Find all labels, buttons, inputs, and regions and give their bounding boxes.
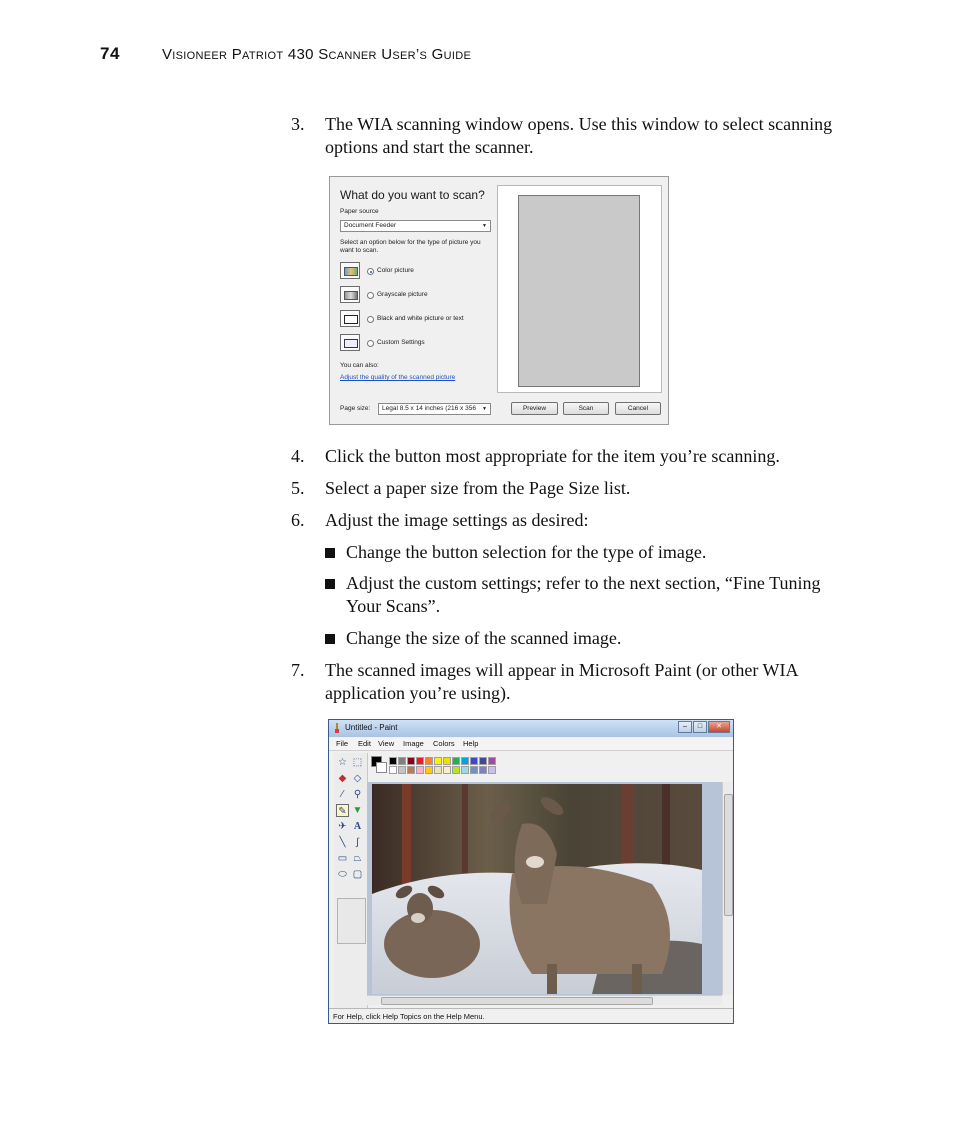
palette-swatch[interactable] <box>443 757 451 765</box>
palette-swatch[interactable] <box>425 766 433 774</box>
page-number: 74 <box>100 44 120 63</box>
bullet-square-icon <box>325 579 335 589</box>
paint-canvas-area <box>367 782 722 995</box>
chevron-down-icon: ▼ <box>482 223 487 229</box>
paint-menubar <box>329 738 733 751</box>
step-number: 7. <box>291 660 305 680</box>
paint-toolbox <box>334 753 368 1013</box>
palette-swatch[interactable] <box>461 766 469 774</box>
ellipse-icon[interactable]: ⬭ <box>338 869 347 880</box>
fill-icon[interactable]: ◇ <box>353 773 362 784</box>
step-4 <box>291 445 861 468</box>
palette-swatch[interactable] <box>434 766 442 774</box>
palette-swatch[interactable] <box>407 757 415 765</box>
bullet-text: Adjust the custom settings; refer to the next section, “Fine Tuning Your Scans”. <box>346 573 821 616</box>
page-header <box>100 44 472 64</box>
palette-swatch[interactable] <box>470 766 478 774</box>
palette-swatch[interactable] <box>488 757 496 765</box>
preview-pane <box>497 185 662 393</box>
option-label-black-white: Black and white picture or text <box>377 315 464 322</box>
horizontal-scrollbar[interactable] <box>367 995 722 1005</box>
palette-swatch[interactable] <box>425 757 433 765</box>
step-text: The scanned images will appear in Microsoft Paint (or other WIA application you’re using). <box>325 660 798 703</box>
grayscale-picture-icon[interactable] <box>340 286 360 303</box>
palette-swatch[interactable] <box>398 766 406 774</box>
palette-swatch[interactable] <box>407 766 415 774</box>
menu-colors[interactable]: Colors <box>433 739 455 748</box>
color-picture-icon[interactable] <box>340 262 360 279</box>
menu-view[interactable]: View <box>378 739 395 748</box>
paint-window <box>328 719 734 1024</box>
palette-swatch[interactable] <box>434 757 442 765</box>
palette-swatch[interactable] <box>389 757 397 765</box>
vertical-scroll-thumb[interactable] <box>724 794 733 916</box>
palette-swatch[interactable] <box>416 766 424 774</box>
step-text: Select a paper size from the Page Size list. <box>325 478 631 498</box>
paper-source-value: Document Feeder <box>344 222 397 229</box>
step-number: 4. <box>291 446 305 466</box>
menu-image[interactable]: Image <box>403 739 424 748</box>
step-text: The WIA scanning window opens. Use this window to select scanning options and start the scanner. <box>325 114 833 157</box>
adjust-quality-link[interactable]: Adjust the quality of the scanned picture <box>340 374 456 381</box>
step-6 <box>291 509 861 532</box>
palette-swatch[interactable] <box>488 766 496 774</box>
preview-button[interactable]: Preview <box>511 402 558 415</box>
paper-source-select[interactable] <box>340 220 491 232</box>
line-icon[interactable]: ╲ <box>339 837 346 848</box>
step-number: 6. <box>291 510 305 530</box>
color-palette <box>367 753 733 781</box>
palette-swatch[interactable] <box>479 757 487 765</box>
step-7 <box>291 659 861 705</box>
text-tool-icon[interactable]: A <box>353 821 362 832</box>
option-label-color: Color picture <box>377 267 414 274</box>
step-number: 5. <box>291 478 305 498</box>
rectangle-icon[interactable]: ▭ <box>337 853 348 864</box>
option-label-custom: Custom Settings <box>377 339 425 346</box>
palette-swatch[interactable] <box>416 757 424 765</box>
black-white-text-icon[interactable] <box>340 310 360 327</box>
current-colors[interactable] <box>371 756 387 776</box>
paper-source-label: Paper source <box>340 208 379 215</box>
horizontal-scroll-thumb[interactable] <box>381 997 653 1005</box>
also-label: You can also: <box>340 362 379 369</box>
bullet-item-2 <box>325 572 855 618</box>
palette-swatch[interactable] <box>470 757 478 765</box>
palette-swatch[interactable] <box>479 766 487 774</box>
polygon-icon[interactable]: ⏢ <box>353 853 362 864</box>
palette-swatch[interactable] <box>443 766 451 774</box>
scan-button[interactable]: Scan <box>563 402 609 415</box>
palette-swatch[interactable] <box>452 766 460 774</box>
page-size-value: Legal 8.5 x 14 inches (216 x 356 <box>382 405 476 412</box>
maximize-icon[interactable]: □ <box>693 721 707 733</box>
pencil-icon[interactable]: ✎ <box>336 804 349 817</box>
color-picker-icon[interactable]: ⁄ <box>341 789 344 800</box>
option-instruction: Select an option below for the type of picture you want to scan. <box>340 239 481 254</box>
wia-dialog-heading: What do you want to scan? <box>340 188 485 202</box>
paint-titlebar <box>329 720 733 737</box>
bullet-square-icon <box>325 634 335 644</box>
radio-grayscale-picture[interactable] <box>367 292 374 299</box>
page-size-select[interactable] <box>378 403 491 415</box>
palette-swatch[interactable] <box>452 757 460 765</box>
bullet-text: Change the size of the scanned image. <box>346 628 622 648</box>
close-icon[interactable]: ✕ <box>708 721 730 733</box>
rounded-rect-icon[interactable]: ▢ <box>352 869 363 880</box>
brush-icon[interactable]: ▼ <box>352 805 363 816</box>
cancel-button[interactable]: Cancel <box>615 402 661 415</box>
window-controls <box>677 721 730 733</box>
bullet-item-3 <box>325 627 855 650</box>
bullet-item-1 <box>325 541 855 564</box>
palette-swatch[interactable] <box>461 757 469 765</box>
bullet-square-icon <box>325 548 335 558</box>
curve-icon[interactable]: ∫ <box>356 837 359 848</box>
background-color[interactable] <box>376 762 387 773</box>
deer-photo-image <box>372 784 702 994</box>
step-text: Adjust the image settings as desired: <box>325 510 589 530</box>
step-text: Click the button most appropriate for the item you’re scanning. <box>325 446 780 466</box>
minimize-icon[interactable]: – <box>678 721 692 733</box>
radio-custom-settings[interactable] <box>367 340 374 347</box>
step-number: 3. <box>291 114 305 134</box>
palette-swatch[interactable] <box>389 766 397 774</box>
rect-select-icon[interactable]: ⬚ <box>352 757 363 768</box>
paint-brush-icon <box>333 723 341 733</box>
vertical-scrollbar[interactable] <box>722 782 733 995</box>
bullet-text: Change the button selection for the type of image. <box>346 542 707 562</box>
free-select-icon[interactable]: ☆ <box>338 757 347 768</box>
menu-help[interactable]: Help <box>463 739 479 748</box>
step-3 <box>291 113 861 159</box>
menu-file[interactable]: File <box>336 739 349 748</box>
status-text: For Help, click Help Topics on the Help Menu. <box>333 1012 485 1021</box>
menu-edit[interactable]: Edit <box>358 739 371 748</box>
custom-settings-icon[interactable] <box>340 334 360 351</box>
magnifier-icon[interactable]: ⚲ <box>353 789 362 800</box>
radio-color-picture[interactable] <box>367 268 374 275</box>
scanned-deer-photo[interactable] <box>372 784 702 994</box>
running-title: Visioneer Patriot 430 Scanner User’s Guide <box>162 46 472 63</box>
step-5 <box>291 477 861 500</box>
eraser-icon[interactable]: ◆ <box>338 773 347 784</box>
tool-options-box[interactable] <box>337 898 366 944</box>
paint-window-title: Untitled - Paint <box>345 723 398 732</box>
palette-swatch[interactable] <box>398 757 406 765</box>
preview-page <box>518 195 640 387</box>
page-size-label: Page size: <box>340 405 371 412</box>
airbrush-icon[interactable]: ✈ <box>338 821 347 832</box>
chevron-down-icon: ▼ <box>482 406 487 412</box>
radio-black-white[interactable] <box>367 316 374 323</box>
status-bar <box>329 1008 733 1024</box>
wia-scan-dialog <box>329 176 669 425</box>
option-label-grayscale: Grayscale picture <box>377 291 428 298</box>
